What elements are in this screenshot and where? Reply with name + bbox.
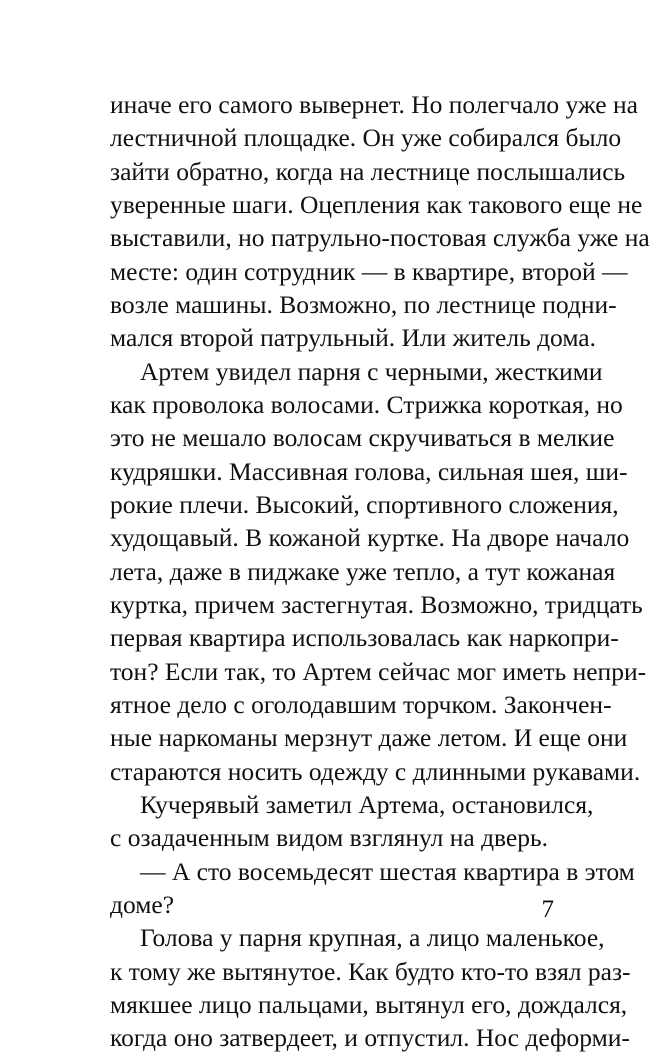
- text-line: лета, даже в пиджаке уже тепло, а тут кожаная: [110, 556, 616, 586]
- text-line: выставили, но патрульно-постовая служба уже на: [110, 223, 650, 253]
- text-line: кудряшки. Массивная голова, сильная шея, ши-: [110, 456, 628, 486]
- text-line: мался второй патрульный. Или житель дома.: [110, 323, 596, 353]
- body-text: [110, 88, 650, 1055]
- text-line: когда оно затвердеет, и отпустил. Нос деформи-: [110, 1023, 630, 1053]
- text-line: худощавый. В кожаной куртке. На дворе начало: [110, 523, 630, 553]
- text-line: уверенные шаги. Оцепления как такового еще не: [110, 189, 643, 219]
- text-line: тон? Если так, то Артем сейчас мог иметь непри-: [110, 656, 647, 686]
- paragraph-first-line: Голова у парня крупная, а лицо маленькое,: [140, 923, 605, 953]
- text-line: ятное дело с оголодавшим торчком. Закончен-: [110, 689, 612, 719]
- text-line: как проволока волосами. Стрижка короткая, но: [110, 389, 623, 419]
- text-line: доме?: [110, 889, 175, 919]
- text-line: лестничной площадке. Он уже собирался было: [110, 123, 622, 153]
- dialogue-line: — А сто восемьдесят шестая квартира в этом: [140, 856, 635, 886]
- paragraph-first-line: Артем увидел парня с черными, жесткими: [140, 356, 603, 386]
- text-line: иначе его самого вывернет. Но полегчало уже на: [110, 90, 638, 119]
- text-line: это не мешало волосам скручиваться в мелкие: [110, 423, 615, 453]
- text-line: первая квартира использовалась как наркопри-: [110, 623, 619, 653]
- text-line: месте: один сотрудник — в квартире, второй —: [110, 256, 628, 286]
- page-number: 7: [541, 896, 554, 923]
- text-line: стараются носить одежду с длинными рукавами.: [110, 756, 641, 786]
- text-line: ные наркоманы мерзнут даже летом. И еще они: [110, 723, 628, 753]
- text-line: мякшее лицо пальцами, вытянул его, дождался,: [110, 989, 628, 1019]
- text-line: с озадаченным видом взглянул на дверь.: [110, 823, 549, 853]
- text-line: куртка, причем застегнутая. Возможно, тридцать: [110, 589, 643, 619]
- paragraph-first-line: Кучерявый заметил Артема, остановился,: [140, 789, 594, 819]
- text-line: возле машины. Возможно, по лестнице подни-: [110, 289, 617, 319]
- text-line: к тому же вытянутое. Как будто кто-то взял раз-: [110, 956, 631, 986]
- text-line: рокие плечи. Высокий, спортивного сложения,: [110, 489, 619, 519]
- text-line: зайти обратно, когда на лестнице послышались: [110, 156, 626, 186]
